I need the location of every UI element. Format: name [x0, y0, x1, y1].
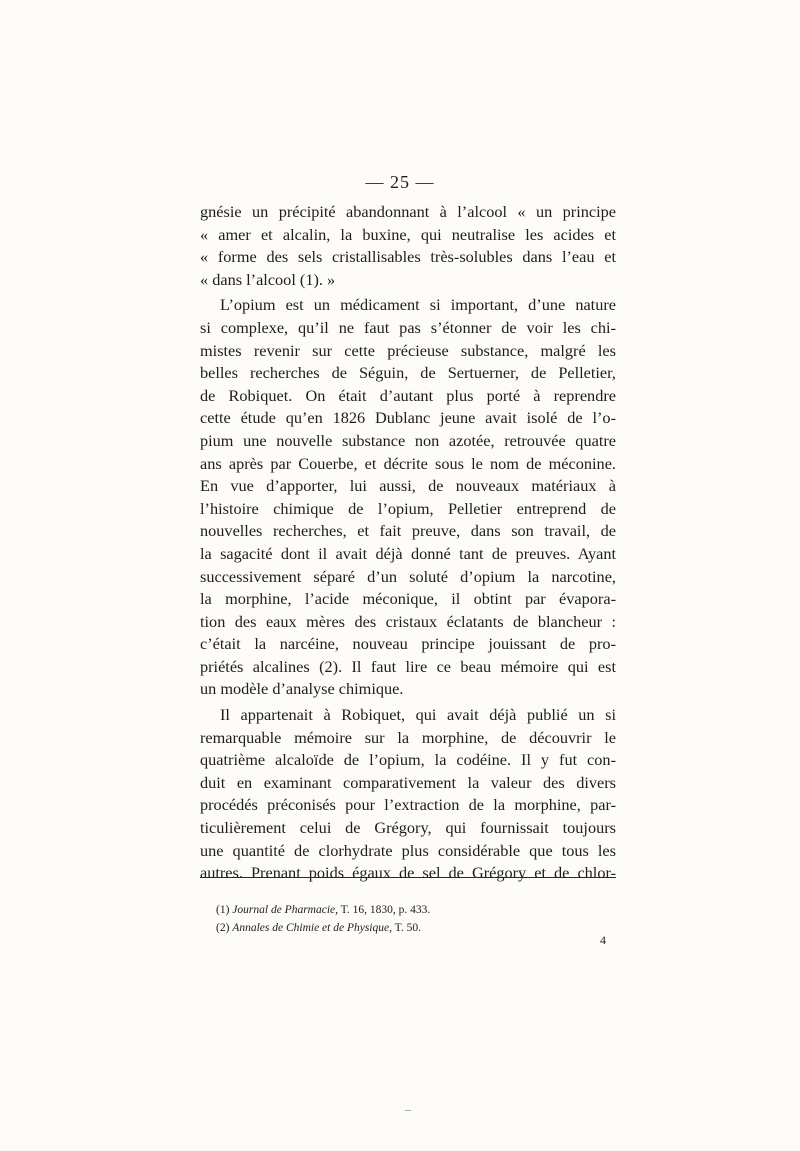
footnote-source: Journal de Pharmacie,: [232, 904, 339, 916]
text-line: la morphine, l’acide méconique, il obtint par évapora-: [200, 589, 616, 609]
text-line: remarquable mémoire sur la morphine, de découvrir le: [200, 727, 616, 747]
paper-speck: [405, 1110, 411, 1111]
footnote-reference: T. 50.: [391, 922, 421, 934]
footnote: [216, 919, 616, 937]
footnote-rule: [200, 877, 616, 878]
text-line: c’était la narcéine, nouveau principe jouissant de pro-: [200, 634, 616, 654]
text-line: la sagacité dont il avait déjà donné tant de preuves. Ayant: [200, 543, 616, 563]
text-line: En vue d’apporter, lui aussi, de nouveaux matériaux à: [200, 476, 616, 496]
page-number: — 25 —: [365, 172, 435, 192]
footnote-marker: (2): [216, 922, 230, 934]
text-line: priétés alcalines (2). Il faut lire ce beau mémoire qui est: [200, 656, 616, 676]
text-line: successivement séparé d’un soluté d’opium la narcotine,: [200, 566, 616, 586]
text-line: pium une nouvelle substance non azotée, retrouvée quatre: [200, 430, 616, 450]
text-line: si complexe, qu’il ne faut pas s’étonner de voir les chi-: [200, 317, 616, 337]
text-line: un modèle d’analyse chimique.: [200, 679, 404, 699]
text-line: belles recherches de Séguin, de Sertuerner, de Pelletier,: [200, 363, 616, 383]
text-line: Il appartenait à Robiquet, qui avait déjà publié un si: [220, 705, 616, 725]
text-line: l’histoire chimique de l’opium, Pelletier entreprend de: [200, 498, 616, 518]
text-line: L’opium est un médicament si important, d’une nature: [220, 295, 616, 315]
text-line: ticulièrement celui de Grégory, qui fournissait toujours: [200, 818, 616, 838]
footnote-reference: T. 16, 1830, p. 433.: [338, 904, 431, 916]
text-line: procédés préconisés pour l’extraction de la morphine, par-: [200, 795, 616, 815]
footnote: [216, 901, 616, 919]
body-text: [200, 201, 616, 885]
text-line: « forme des sels cristallisables très-solubles dans l’eau et: [200, 247, 616, 267]
text-line: autres. Prenant poids égaux de sel de Grégory et de chlor-: [200, 863, 616, 883]
text-line: nouvelles recherches, et fait preuve, dans son travail, de: [200, 521, 616, 541]
text-line: « amer et alcalin, la buxine, qui neutralise les acides et: [200, 224, 616, 244]
footnotes: [216, 901, 616, 937]
text-line: quatrième alcaloïde de l’opium, la codéine. Il y fut con-: [200, 750, 616, 770]
text-line: cette étude qu’en 1826 Dublanc jeune avait isolé de l’o-: [200, 408, 616, 428]
footnote-source: Annales de Chimie et de Physique,: [232, 922, 392, 934]
text-line: ans après par Couerbe, et décrite sous le nom de méconine.: [200, 453, 616, 473]
text-line: mistes revenir sur cette précieuse substance, malgré les: [200, 340, 616, 360]
text-line: gnésie un précipité abandonnant à l’alcool « un principe: [200, 202, 616, 221]
text-line: « dans l’alcool (1). »: [200, 269, 336, 289]
text-line: duit en examinant comparativement la valeur des divers: [200, 772, 616, 792]
signature-mark: 4: [600, 933, 606, 947]
text-line: de Robiquet. On était d’autant plus porté à reprendre: [200, 385, 616, 405]
footnote-marker: (1): [216, 904, 230, 916]
text-line: une quantité de clorhydrate plus considérable que tous les: [200, 840, 616, 860]
text-line: tion des eaux mères des cristaux éclatants de blancheur :: [200, 611, 616, 631]
